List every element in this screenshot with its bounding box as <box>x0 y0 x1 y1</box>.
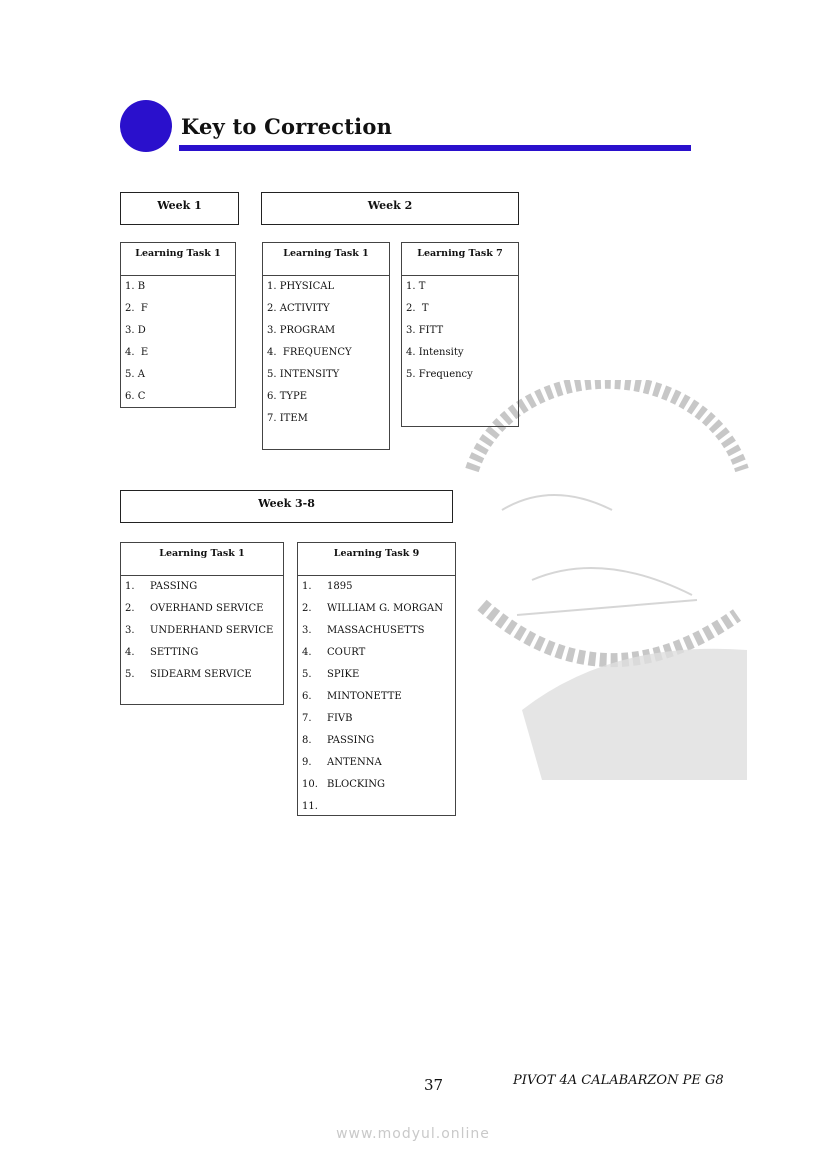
title-underline <box>179 145 691 151</box>
page-number: 37 <box>424 1076 444 1094</box>
list-item: 3. D <box>125 325 146 336</box>
list-item: 1. T <box>406 281 426 292</box>
item-number: 3. <box>302 625 312 636</box>
footer-text: PIVOT 4A CALABARZON PE G8 <box>513 1073 724 1088</box>
list-item: 5. INTENSITY <box>267 369 340 380</box>
seal-watermark-icon <box>462 380 752 780</box>
answer-list <box>263 276 389 430</box>
item-number: 2. <box>125 603 135 614</box>
list-item: 5. Frequency <box>406 369 473 380</box>
list-item: 2. F <box>125 303 148 314</box>
item-number: 11. <box>302 801 318 812</box>
item-answer: BLOCKING <box>327 779 385 790</box>
list-item: 2. T <box>406 303 429 314</box>
week-1-learning-task-1 <box>120 242 236 408</box>
week-2-header <box>261 192 519 225</box>
answer-list <box>298 576 455 818</box>
list-item: 6. TYPE <box>267 391 308 402</box>
week-3-8-learning-task-1 <box>120 542 284 705</box>
list-item: 2. ACTIVITY <box>267 303 330 314</box>
list-item: 1. B <box>125 281 146 292</box>
task-title: Learning Task 7 <box>402 243 518 276</box>
week-3-8-header <box>120 490 453 523</box>
item-number: 7. <box>302 713 312 724</box>
item-number: 6. <box>302 691 312 702</box>
item-number: 1. <box>125 581 135 592</box>
week-2-learning-task-7 <box>401 242 519 427</box>
item-number: 4. <box>302 647 312 658</box>
item-answer: ANTENNA <box>327 757 382 768</box>
item-answer: COURT <box>327 647 366 658</box>
week-1-header <box>120 192 239 225</box>
task-title: Learning Task 9 <box>298 543 455 576</box>
item-number: 10. <box>302 779 318 790</box>
list-item <box>298 664 455 686</box>
list-item: 4. E <box>125 347 149 358</box>
week-2-label: Week 2 <box>367 199 413 212</box>
answer-list <box>402 276 518 386</box>
list-item <box>298 686 455 708</box>
task-title: Learning Task 1 <box>121 243 235 276</box>
item-number: 3. <box>125 625 135 636</box>
list-item <box>121 576 283 598</box>
item-answer: PASSING <box>327 735 375 746</box>
list-item <box>298 708 455 730</box>
list-item <box>121 620 283 642</box>
answer-list <box>121 276 235 408</box>
item-answer: SPIKE <box>327 669 360 680</box>
list-item: 3. PROGRAM <box>267 325 336 336</box>
list-item <box>121 642 283 664</box>
task-title: Learning Task 1 <box>263 243 389 276</box>
item-number: 4. <box>125 647 135 658</box>
list-item: 4. FREQUENCY <box>267 347 352 358</box>
list-item: 3. FITT <box>406 325 444 336</box>
list-item <box>298 598 455 620</box>
answer-list <box>121 576 283 686</box>
item-answer: MASSACHUSETTS <box>327 625 425 636</box>
item-answer: MINTONETTE <box>327 691 402 702</box>
item-answer: 1895 <box>327 581 353 592</box>
task-title: Learning Task 1 <box>121 543 283 576</box>
list-item: 1. PHYSICAL <box>267 281 335 292</box>
list-item <box>121 598 283 620</box>
list-item <box>121 664 283 686</box>
item-number: 2. <box>302 603 312 614</box>
week-2-learning-task-1 <box>262 242 390 450</box>
item-answer: SETTING <box>150 647 199 658</box>
week-1-label: Week 1 <box>157 199 202 212</box>
list-item: 4. Intensity <box>406 347 464 358</box>
list-item: 5. A <box>125 369 145 380</box>
item-number: 8. <box>302 735 312 746</box>
list-item: 6. C <box>125 391 146 402</box>
week-3-8-learning-task-9 <box>297 542 456 816</box>
list-item <box>298 752 455 774</box>
item-answer: SIDEARM SERVICE <box>150 669 252 680</box>
item-number: 1. <box>302 581 312 592</box>
header-circle-icon <box>120 100 172 152</box>
item-answer: OVERHAND SERVICE <box>150 603 264 614</box>
list-item <box>298 796 455 818</box>
list-item <box>298 576 455 598</box>
list-item <box>298 620 455 642</box>
list-item <box>298 730 455 752</box>
week-3-8-label: Week 3-8 <box>258 497 315 510</box>
item-number: 9. <box>302 757 312 768</box>
page-title: Key to Correction <box>181 114 393 139</box>
site-watermark: www.modyul.online <box>336 1126 490 1142</box>
list-item <box>298 642 455 664</box>
list-item <box>298 774 455 796</box>
item-number: 5. <box>125 669 135 680</box>
item-answer: PASSING <box>150 581 198 592</box>
item-number: 5. <box>302 669 312 680</box>
item-answer: UNDERHAND SERVICE <box>150 625 274 636</box>
item-answer: FIVB <box>327 713 353 724</box>
list-item: 7. ITEM <box>267 413 308 424</box>
item-answer: WILLIAM G. MORGAN <box>327 603 444 614</box>
